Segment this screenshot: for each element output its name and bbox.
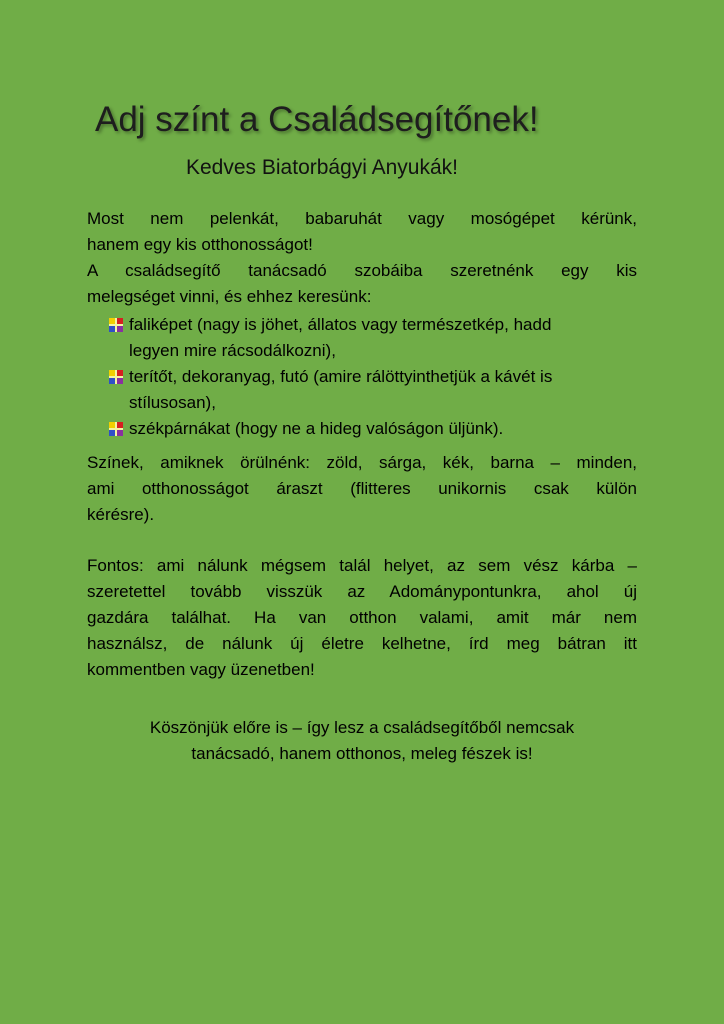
page-title: Adj színt a Családsegítőnek! (95, 100, 539, 139)
colored-square-bullet-icon (109, 318, 123, 332)
colors-paragraph (87, 450, 637, 528)
list-item (109, 416, 659, 442)
colored-square-bullet-icon (109, 422, 123, 436)
intro-line-3: A családsegítő tanácsadó szobáiba szeretnénk egy kis (87, 261, 637, 280)
colors-line-3: kérésre). (87, 505, 155, 524)
intro-line-2: hanem egy kis otthonosságot! (87, 235, 313, 254)
wish-list (87, 312, 659, 442)
closing-line-1: Köszönjük előre is – így lesz a családsegítőből nemcsak (149, 718, 575, 737)
intro-line-1: Most nem pelenkát, babaruhát vagy mosógépet kérünk, (87, 209, 637, 228)
list-item-line-2: stílusosan), (129, 393, 216, 412)
important-line-4: használsz, de nálunk új életre kelhetne, írd meg bátran itt (87, 634, 637, 653)
important-line-5: kommentben vagy üzenetben! (87, 660, 315, 679)
closing-thanks (87, 715, 637, 767)
list-item-line-1: székpárnákat (hogy ne a hideg valóságon üljünk). (129, 419, 504, 438)
list-item (109, 364, 659, 416)
intro-paragraph (87, 206, 637, 310)
list-item-line-1: faliképet (nagy is jöhet, állatos vagy természetkép, hadd (129, 315, 552, 334)
greeting-subtitle: Kedves Biatorbágyi Anyukák! (186, 156, 458, 179)
colors-line-1: Színek, amiknek örülnénk: zöld, sárga, kék, barna – minden, (87, 453, 637, 472)
intro-line-4: melegséget vinni, és ehhez keresünk: (87, 287, 372, 306)
list-item-line-2: legyen mire rácsodálkozni), (129, 341, 336, 360)
important-line-2: szeretettel tovább visszük az Adománypontunkra, ahol új (87, 582, 637, 601)
list-item-line-1: terítőt, dekoranyag, futó (amire rálöttyinthetjük a kávét is (129, 367, 553, 386)
important-paragraph (87, 553, 637, 683)
important-line-3: gazdára találhat. Ha van otthon valami, amit már nem (87, 608, 637, 627)
list-item (109, 312, 659, 364)
closing-line-2: tanácsadó, hanem otthonos, meleg fészek is! (191, 744, 533, 763)
important-line-1: Fontos: ami nálunk mégsem talál helyet, az sem vész kárba – (87, 556, 637, 575)
colors-line-2: ami otthonosságot áraszt (flitteres unikornis csak külön (87, 479, 637, 498)
colored-square-bullet-icon (109, 370, 123, 384)
